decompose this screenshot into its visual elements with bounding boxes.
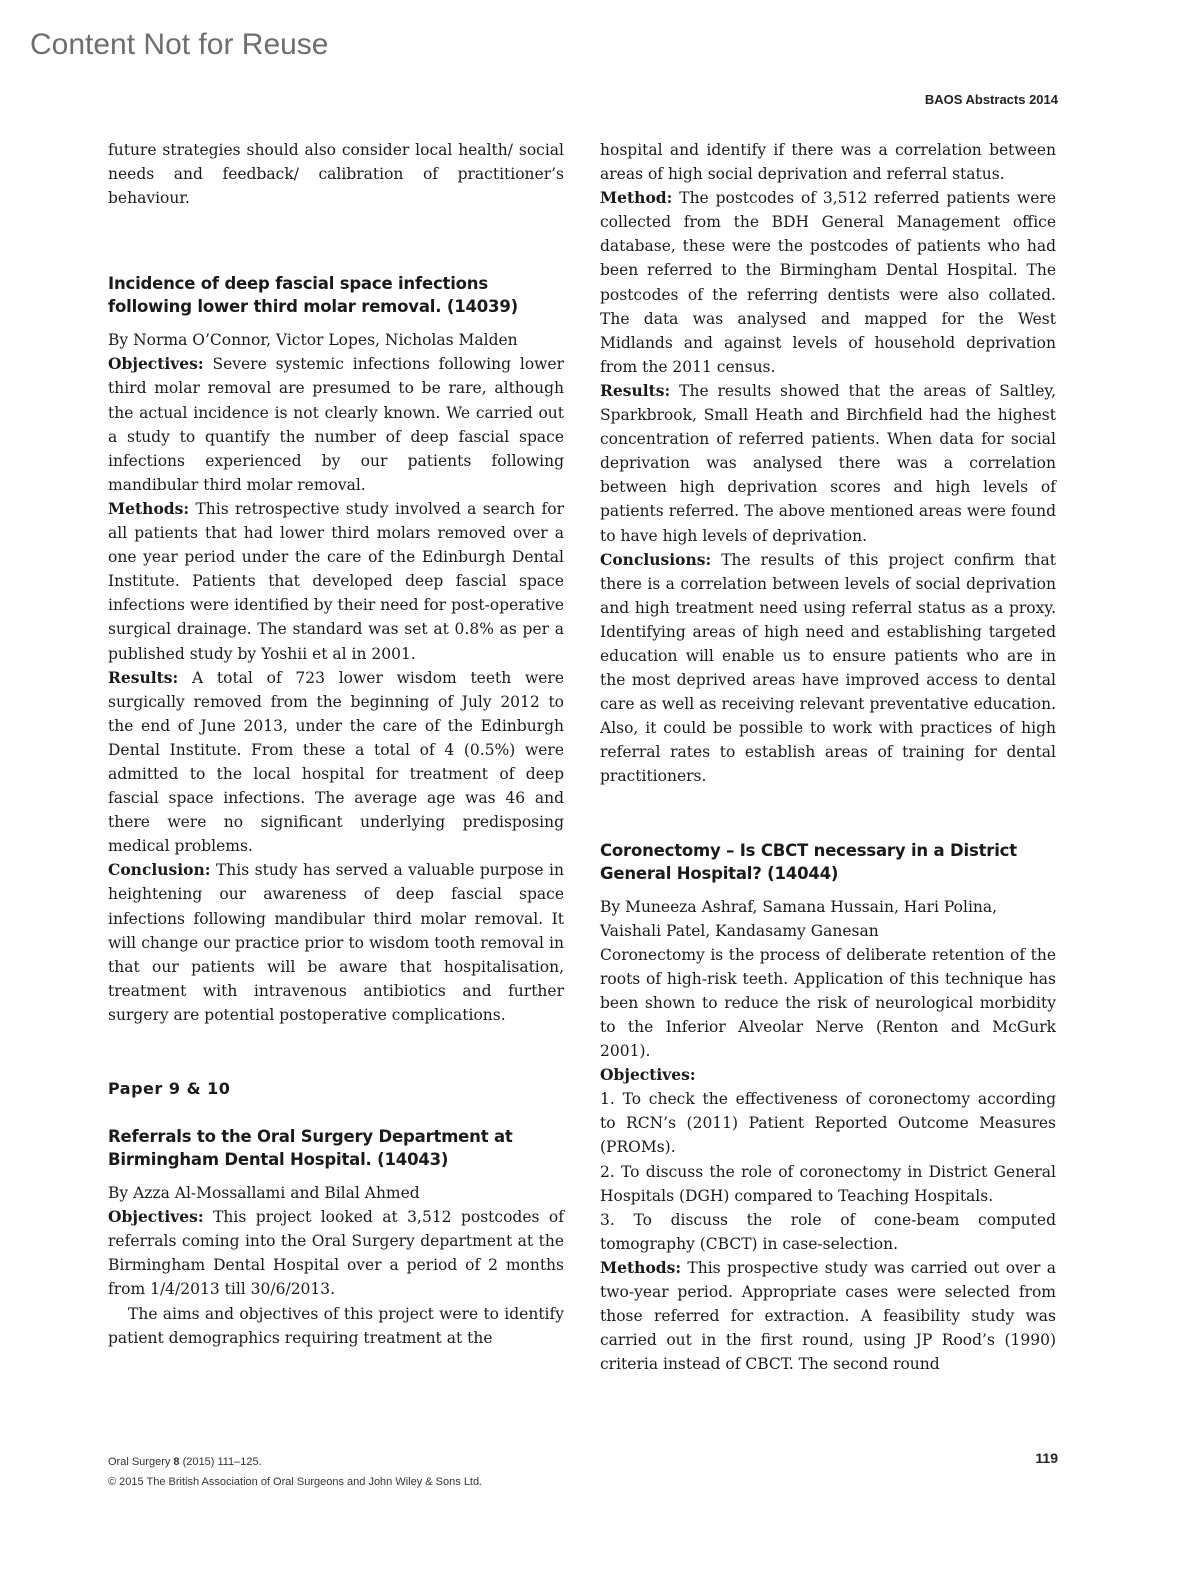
- page-number: 119: [1035, 1450, 1058, 1466]
- objective-item: 1. To check the effectiveness of coronectomy according to RCN’s (2011) Patient Reported Outcome Measures (PROMs).: [600, 1090, 1056, 1157]
- journal-citation: [108, 1452, 482, 1472]
- article-title: Referrals to the Oral Surgery Department at Birmingham Dental Hospital. (14043): [108, 1127, 513, 1170]
- right-column: [600, 138, 1056, 1376]
- methods-label: Methods:: [600, 1257, 682, 1277]
- results-paragraph: [600, 379, 1056, 548]
- intro-paragraph: Coronectomy is the process of deliberate retention of the roots of high-risk teeth. Application of this technique has been shown to reduce the risk of neurological morbidity to the Inferior Alveolar Nerve (Renton and McGurk 2001).: [600, 945, 1056, 1061]
- objectives-text: Severe systemic infections following lower third molar removal are presumed to be rare, although the actual incidence is not clearly known. We carried out a study to quantify the number of deep fascial space infections experienced by our patients following mandibular third molar removal.: [108, 355, 564, 494]
- conclusion-text: This study has served a valuable purpose in heightening our awareness of deep fascial space infections following mandibular third molar removal. It will change our practice prior to wisdom tooth removal in that our patients will be aware that hospitalisation, treatment with intravenous antibiotics and further surgery are potential postoperative complications.: [108, 861, 564, 1024]
- method-text: The postcodes of 3,512 referred patients were collected from the BDH General Management office database, these were the postcodes of patients who had been referred to the Birmingham Dental Hospital. The postcodes of the referring dentists were also collated. The data was analysed and mapped for the West Midlands and against levels of household deprivation from the 2011 census.: [600, 189, 1056, 376]
- running-head: BAOS Abstracts 2014: [924, 92, 1058, 107]
- conclusion-paragraph: [108, 858, 564, 1027]
- aims-paragraph: The aims and objectives of this project were to identify patient demographics requiring treatment at the: [108, 1304, 564, 1347]
- conclusion-label: Conclusion:: [108, 860, 211, 880]
- method-label: Method:: [600, 188, 673, 208]
- conclusions-text: The results of this project confirm that there is a correlation between levels of social deprivation and high treatment need using referral status as a proxy. Identifying areas of high need and establishing targeted education will enable us to ensure patients who are in the most deprived areas have improved access to dental care as well as receiving relevant preventative education. Also, it could be possible to work with practices of high referral rates to establish areas of training for dental practitioners.: [600, 550, 1056, 786]
- results-label: Results:: [600, 380, 671, 400]
- results-paragraph: [108, 666, 564, 859]
- methods-paragraph: [600, 1256, 1056, 1376]
- objectives-paragraph: [108, 1205, 564, 1301]
- conclusions-label: Conclusions:: [600, 549, 712, 569]
- journal-years-pages: (2015) 111–125.: [179, 1456, 262, 1468]
- objectives-label: Objectives:: [108, 1207, 204, 1227]
- methods-label: Methods:: [108, 498, 190, 518]
- objectives-label: Objectives:: [108, 354, 204, 374]
- objectives-label: Objectives:: [600, 1065, 696, 1085]
- continuation-text: future strategies should also consider local health/ social needs and feedback/ calibration of practitioner’s behaviour.: [108, 141, 564, 208]
- section-label: Paper 9 & 10: [108, 1079, 231, 1098]
- watermark: Content Not for Reuse: [30, 28, 329, 61]
- article-title: Coronectomy – Is CBCT necessary in a District General Hospital? (14044): [600, 840, 1017, 883]
- conclusions-paragraph: [600, 548, 1056, 789]
- methods-text: This prospective study was carried out over a two-year period. Appropriate cases were selected from those referred for extraction. A feasibility study was carried out in the first round, using JP Rood’s (1990) criteria instead of CBCT. The second round: [600, 1258, 1056, 1374]
- methods-text: This retrospective study involved a search for all patients that had lower third molars removed over a one year period under the care of the Edinburgh Dental Institute. Patients that developed deep fascial space infections were identified by their need for post-operative surgical drainage. The standard was set at 0.8% as per a published study by Yoshii et al in 2001.: [108, 499, 564, 663]
- journal-volume: 8: [173, 1456, 180, 1468]
- objective-item: 3. To discuss the role of cone-beam computed tomography (CBCT) in case-selection.: [600, 1210, 1056, 1253]
- results-label: Results:: [108, 667, 179, 687]
- objectives-paragraph: [108, 352, 564, 497]
- copyright-notice: © 2015 The British Association of Oral Surgeons and John Wiley & Sons Ltd.: [108, 1476, 483, 1488]
- footer-citation: [108, 1452, 482, 1492]
- article-title: Incidence of deep fascial space infections following lower third molar removal. (14039): [108, 274, 518, 317]
- objective-item: 2. To discuss the role of coronectomy in District General Hospitals (DGH) compared to Teaching Hospitals.: [600, 1162, 1056, 1205]
- continuation-text: hospital and identify if there was a correlation between areas of high social deprivation and referral status.: [600, 141, 1056, 184]
- article-authors: By Azza Al-Mossallami and Bilal Ahmed: [108, 1184, 420, 1203]
- method-paragraph: [600, 186, 1056, 379]
- objectives-text: This project looked at 3,512 postcodes of referrals coming into the Oral Surgery department at the Birmingham Dental Hospital over a period of 2 months from 1/4/2013 till 30/6/2013.: [108, 1208, 564, 1299]
- methods-paragraph: [108, 497, 564, 666]
- results-text: The results showed that the areas of Saltley, Sparkbrook, Small Heath and Birchfield had the highest concentration of referred patients. When data for social deprivation was analysed there was a correlation between high deprivation scores and high levels of patients referred. The above mentioned areas were found to have high levels of deprivation.: [600, 381, 1056, 545]
- journal-name: Oral Surgery: [108, 1456, 174, 1468]
- results-text: A total of 723 lower wisdom teeth were surgically removed from the beginning of July 2012 to the end of June 2013, under the care of the Edinburgh Dental Institute. From these a total of 4 (0.5%) were admitted to the local hospital for treatment of deep fascial space infections. The average age was 46 and there were no significant underlying predisposing medical problems.: [108, 668, 564, 856]
- article-authors: By Norma O’Connor, Victor Lopes, Nicholas Malden: [108, 331, 518, 350]
- article-authors: By Muneeza Ashraf, Samana Hussain, Hari Polina, Vaishali Patel, Kandasamy Ganesan: [600, 897, 998, 940]
- left-column: [108, 138, 564, 1350]
